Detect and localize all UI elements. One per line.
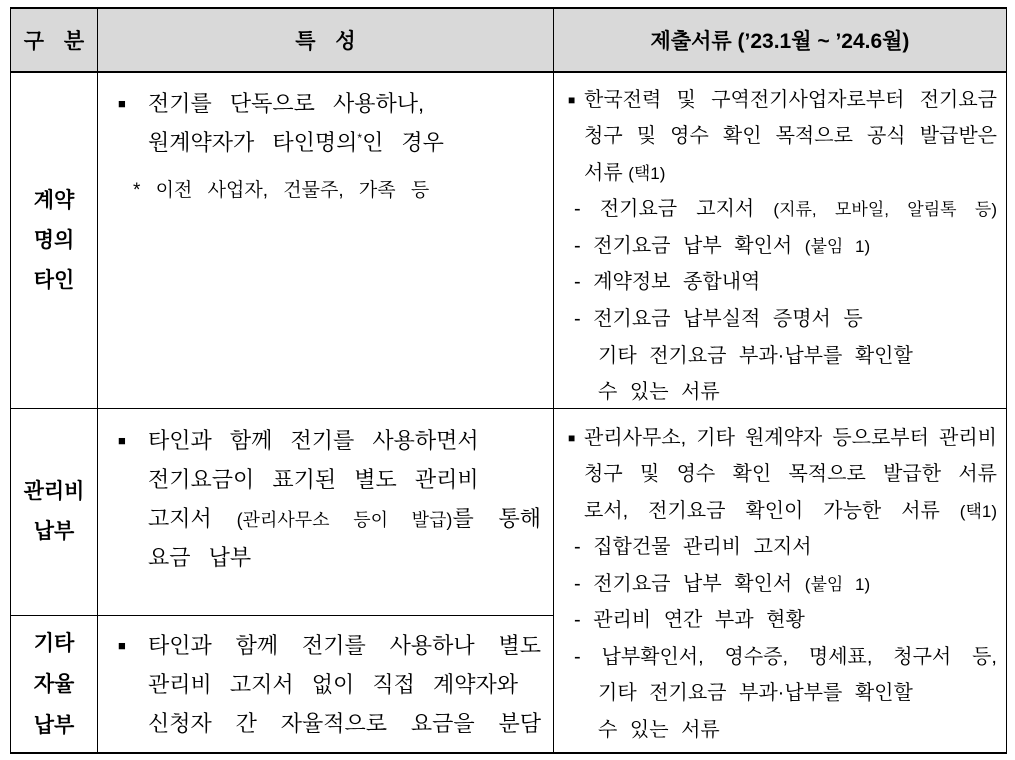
submission-text: 기타 전기요금 부과·납부를 확인할: [598, 682, 913, 704]
submission-text: 청구 및 영수 확인 목적으로 공식 발급받은: [584, 125, 997, 148]
trait-text: 신청자 간 자율적으로 요금을 분담: [148, 710, 541, 736]
trait-text: 관리비 고지서 없이 직접 계약자와: [148, 671, 518, 697]
trait-line: [98, 499, 553, 538]
submission-note: (붙임 1): [804, 574, 871, 594]
submission-text: 수 있는 서류: [598, 718, 720, 741]
trait-note: (관리사무소 등이 발급): [236, 509, 453, 530]
submission-item: [554, 301, 1006, 338]
category-label: 기타: [33, 631, 75, 655]
trait-text: 인 경우: [362, 129, 444, 155]
category-label: 명의: [33, 228, 75, 252]
submission-item-continued: [554, 712, 1006, 749]
trait-line: [98, 704, 553, 743]
submission-note: (택1): [628, 163, 666, 183]
submission-text: 수 있는 서류: [598, 381, 720, 404]
submission-item-continued: [554, 675, 1006, 712]
submission-line: [554, 420, 1006, 457]
category-label: 납부: [33, 713, 75, 737]
trait-line: [98, 626, 553, 665]
header-traits: 특 성: [295, 30, 356, 53]
submission-text: 청구 및 영수 확인 목적으로 발급한 서류: [584, 463, 997, 485]
submission-item: [554, 639, 1006, 676]
category-cell: [11, 616, 97, 752]
submission-note: (지류, 모바일, 알림톡 등): [773, 200, 997, 220]
submission-text: 관리사무소, 기타 원계약자 등으로부터 관리비: [584, 426, 997, 449]
footnote-marker: *: [357, 130, 363, 145]
category-label: 관리비: [23, 480, 85, 503]
trait-footnote: * 이전 사업자, 건물주, 가족 등: [133, 179, 430, 201]
submission-item: [554, 264, 1006, 301]
submission-note: (택1): [959, 501, 997, 521]
submission-item: [554, 602, 1006, 639]
submission-line: [554, 82, 1006, 119]
bullet-icon: ■: [568, 92, 576, 107]
bullet-icon: ■: [118, 95, 126, 111]
submission-text: - 계약정보 종합내역: [574, 271, 761, 294]
submission-item: [554, 566, 1006, 603]
submission-item: [554, 529, 1006, 566]
submission-item-continued: [554, 338, 1006, 375]
trait-line: [98, 123, 553, 162]
category-label: 계약: [33, 188, 75, 212]
category-cell: [11, 409, 97, 615]
submission-text: 한국전력 및 구역전기사업자로부터 전기요금: [584, 88, 997, 111]
submission-line: [554, 155, 1006, 192]
trait-text: 전기요금이 표기된 별도 관리비: [148, 466, 479, 492]
trait-text: 전기를 단독으로 사용하나,: [148, 90, 425, 116]
trait-line: [98, 538, 553, 577]
submissions-cell: [554, 409, 1006, 752]
category-cell: [11, 73, 97, 408]
trait-line: [98, 665, 553, 704]
trait-text: 요금 납부: [148, 544, 252, 570]
bullet-icon: ■: [118, 432, 126, 448]
trait-text: 고지서: [148, 505, 237, 531]
table-border-right: [1006, 7, 1007, 754]
submission-text: - 전기요금 납부 확인서: [574, 572, 805, 595]
submission-text: 로서, 전기요금 확인이 가능한 서류: [584, 499, 960, 522]
category-label: 타인: [33, 268, 75, 292]
submission-item: [554, 228, 1006, 265]
submission-line: [554, 456, 1006, 493]
submission-text: 서류: [584, 161, 629, 184]
submission-note: (붙임 1): [804, 236, 871, 256]
trait-line: [98, 84, 553, 123]
traits-cell: [98, 616, 553, 752]
header-category: 구 분: [23, 30, 85, 53]
trait-text: 타인과 함께 전기를 사용하면서: [148, 427, 479, 453]
traits-cell: [98, 409, 553, 615]
category-label: 자율: [33, 672, 75, 696]
submission-text: 기타 전기요금 부과·납부를 확인할: [598, 344, 913, 367]
submission-line: [554, 118, 1006, 155]
submissions-cell: [554, 73, 1006, 408]
submission-text: - 집합건물 관리비 고지서: [574, 536, 812, 558]
submission-item: [554, 191, 1006, 228]
submission-text: - 전기요금 납부실적 증명서 등: [574, 308, 863, 331]
trait-text: 원계약자가 타인명의: [148, 129, 358, 155]
submission-text: - 전기요금 납부 확인서: [574, 234, 805, 257]
submission-line: [554, 493, 1006, 530]
submission-item-continued: [554, 374, 1006, 408]
trait-line: [98, 421, 553, 460]
category-label: 납부: [33, 520, 75, 543]
traits-cell: [98, 73, 553, 408]
header-submissions: 제출서류 (’23.1월 ~ ’24.6월): [650, 30, 910, 53]
table-border-bottom: [10, 752, 1007, 754]
trait-text: 타인과 함께 전기를 사용하나 별도: [148, 632, 541, 658]
trait-text: 를 통해: [452, 505, 541, 531]
submission-text: - 납부확인서, 영수증, 명세표, 청구서 등,: [574, 645, 997, 668]
bullet-icon: ■: [118, 637, 126, 653]
submission-text: - 전기요금 고지서: [574, 198, 774, 221]
bullet-icon: ■: [568, 430, 576, 445]
submission-text: - 관리비 연간 부과 현황: [574, 609, 805, 631]
trait-line: [98, 460, 553, 499]
